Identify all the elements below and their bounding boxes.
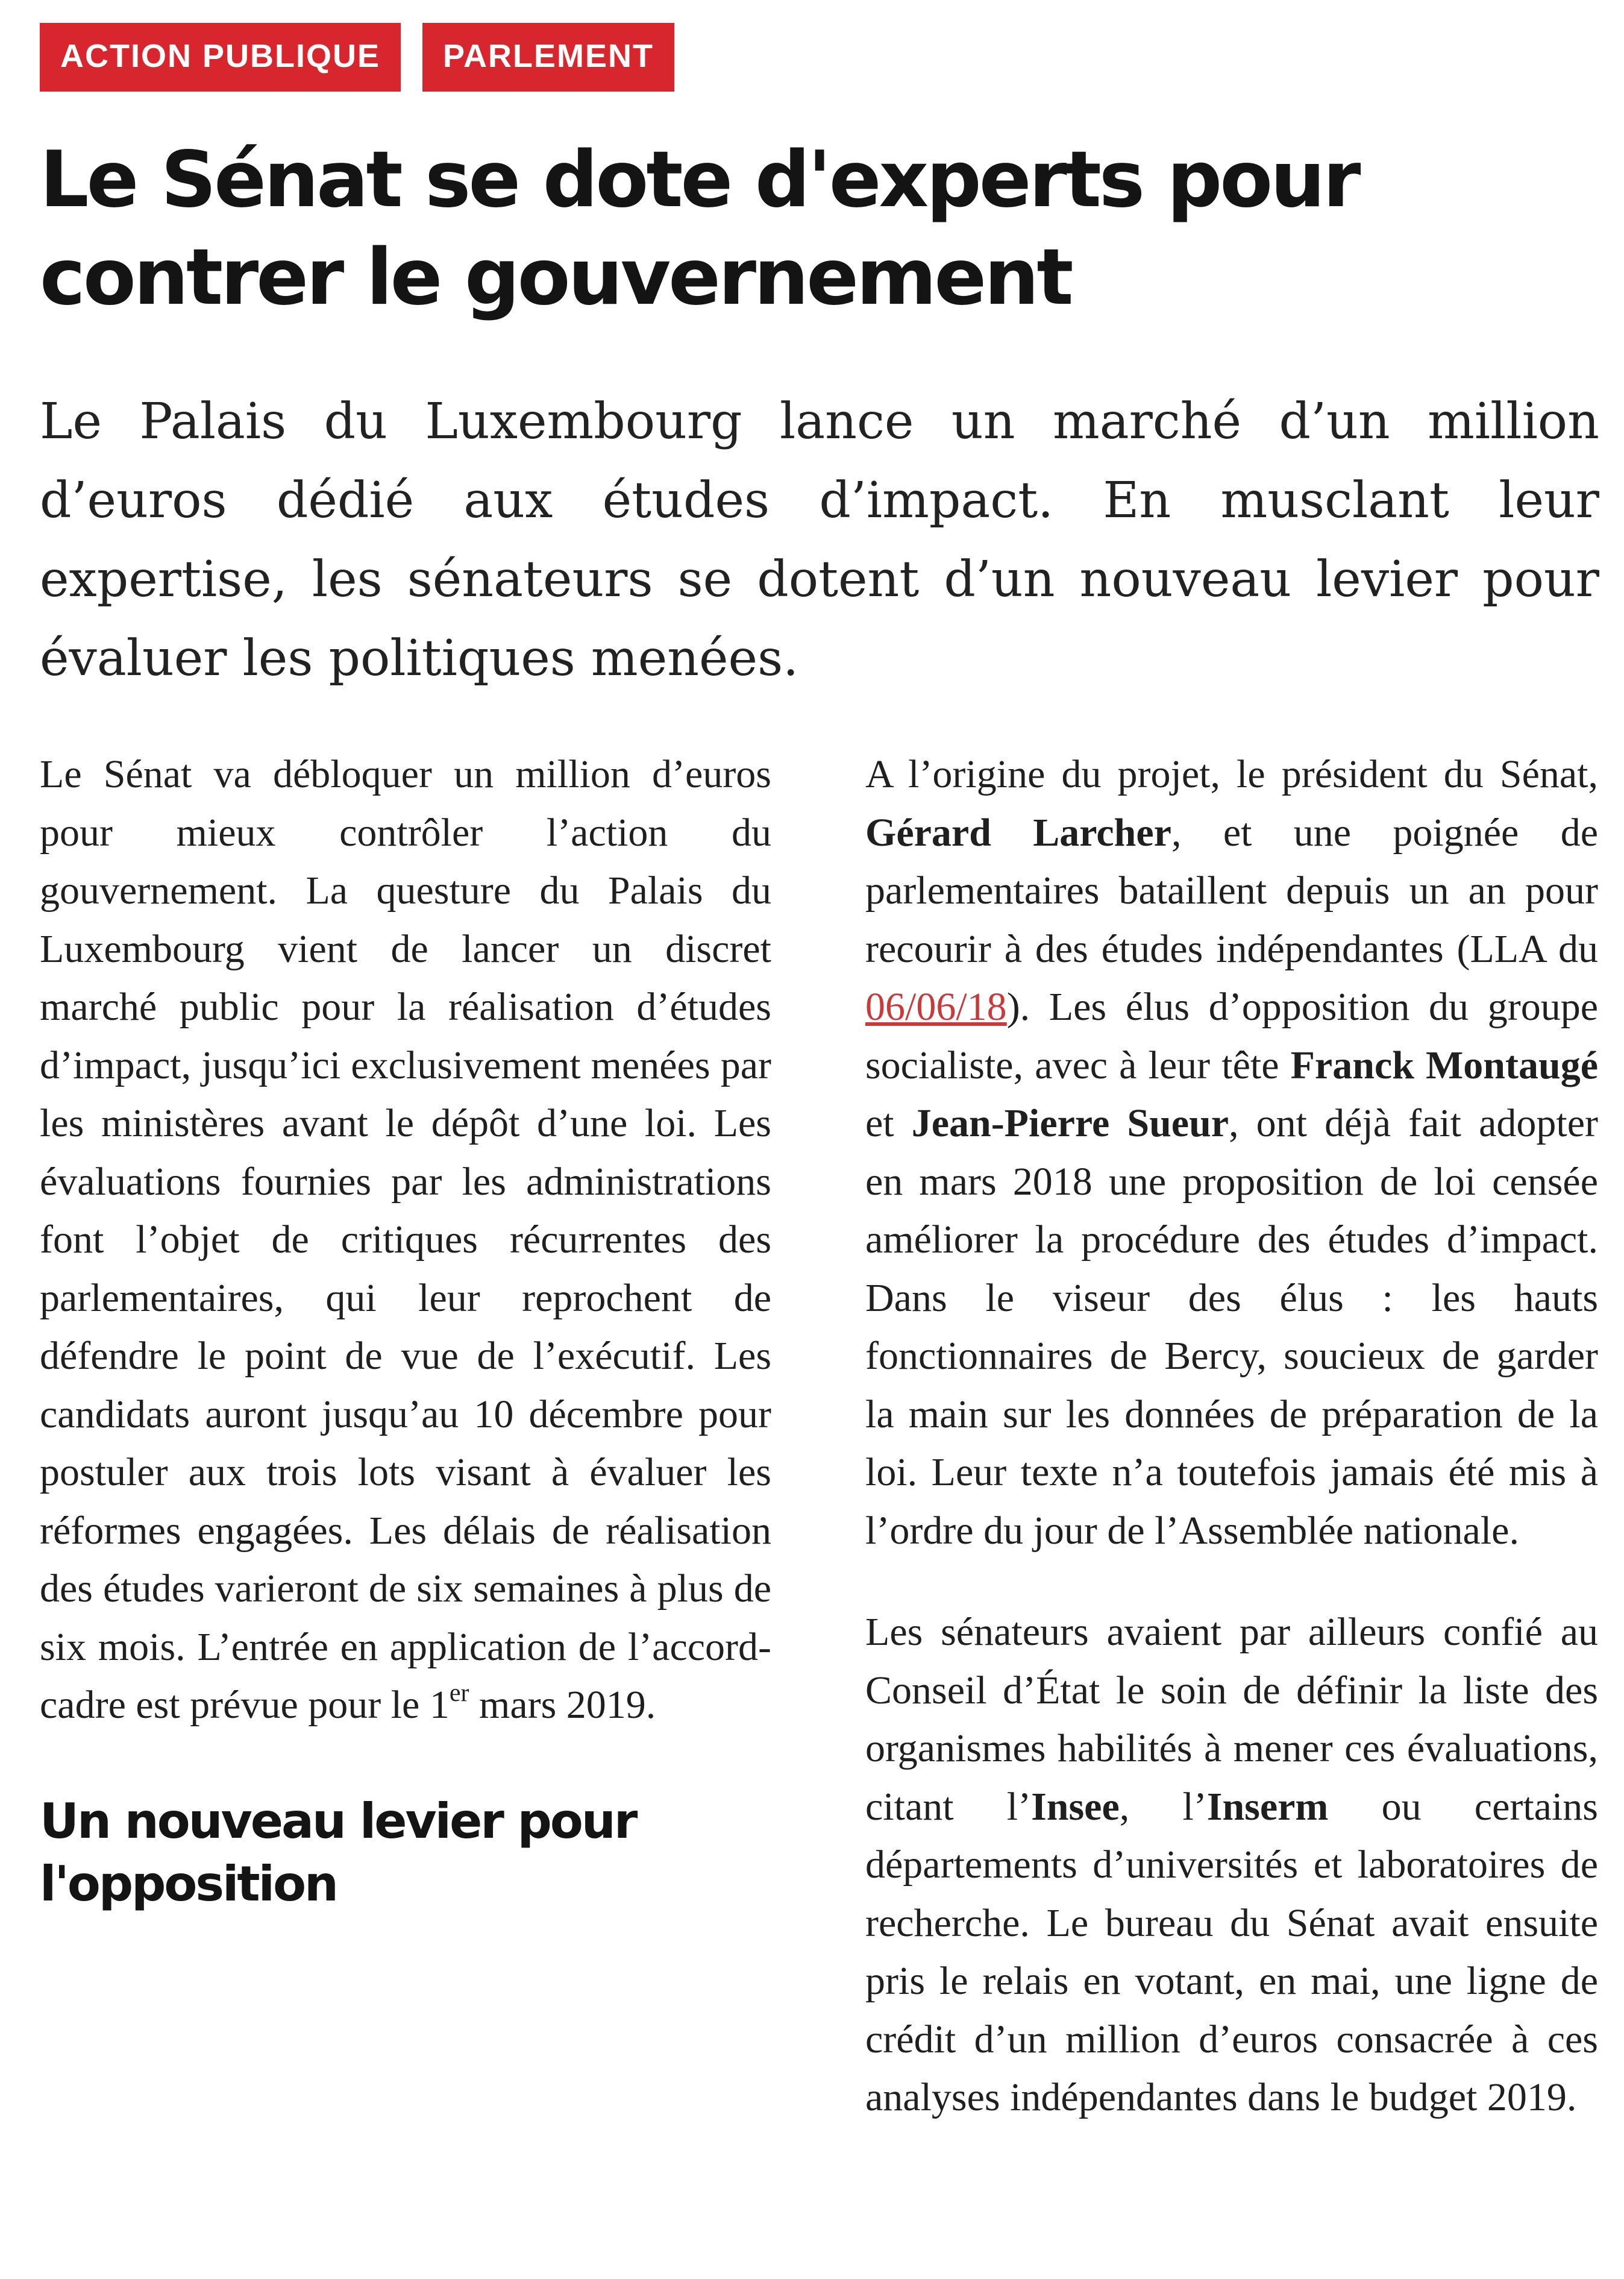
- category-tags: [40, 23, 674, 92]
- text-run: , et une poignée de parlementaires bataillent depuis un an pour recourir à des études indépendantes (LLA du: [865, 810, 1598, 971]
- text-run: , l’: [1119, 1784, 1207, 1829]
- text-run: et: [865, 1101, 912, 1145]
- left-paragraph: [40, 746, 771, 1735]
- article-lede: Le Palais du Luxembourg lance un marché d’un million d’euros dédié aux études d’impact. En musclant leur expertise, les sénateurs se dotent d’un nouveau levier pour évaluer les politiques menées.: [40, 393, 1599, 687]
- article-headline: Le Sénat se dote d'experts pour contrer le gouvernement: [40, 135, 1359, 322]
- text-run: ou certains départements d’universités et laboratoires de recherche. Le bureau du Sénat avait ensuite pris le relais en votant, en mai, une ligne de crédit d’un million d’euros consacrée à ces analyses indépendantes dans le budget 2019.: [865, 1784, 1598, 2119]
- right-column: [865, 746, 1598, 2127]
- organization-name: Insee: [1031, 1784, 1120, 1829]
- tag-parlement[interactable]: PARLEMENT: [422, 23, 674, 92]
- text-run: Les sénateurs avaient par ailleurs confié au Conseil d’État le soin de définir la liste des organismes habilités à mener ces évaluations, citant l’: [865, 1610, 1598, 1829]
- date-link[interactable]: 06/06/18: [865, 985, 1007, 1029]
- text-run: , ont déjà fait adopter en mars 2018 une proposition de loi censée améliorer la procédure des études d’impact. Dans le viseur des élus : les hauts fonctionnaires de Bercy, soucieux de garder la main sur les données de préparation de la loi. Leur texte n’a toutefois jamais été mis à l’ordre du jour de l’Assemblée nationale.: [865, 1101, 1598, 1553]
- person-name: Franck Montaugé: [1290, 1043, 1598, 1087]
- ordinal-superscript: er: [449, 1679, 469, 1707]
- section-subheading: Un nouveau levier pour l'opposition: [40, 1793, 636, 1912]
- text-run: A l’origine du projet, le président du Sénat,: [865, 752, 1598, 796]
- right-paragraph-1: [865, 746, 1598, 1560]
- organization-name: Inserm: [1206, 1784, 1329, 1829]
- tag-action-publique[interactable]: ACTION PUBLIQUE: [40, 23, 401, 92]
- left-paragraph-end: mars 2019.: [469, 1683, 656, 1727]
- person-name: Jean-Pierre Sueur: [911, 1101, 1229, 1145]
- person-name: Gérard Larcher: [865, 810, 1171, 855]
- left-column: [40, 746, 771, 1916]
- text-run: ). Les élus d’opposition du groupe socialiste, avec à leur tête: [865, 985, 1598, 1087]
- right-paragraph-2: [865, 1603, 1598, 2127]
- left-paragraph-text: Le Sénat va débloquer un million d’euros pour mieux contrôler l’action du gouvernement. La questure du Palais du Luxembourg vient de lancer un discret marché public pour la réalisation d’études d’impact, jusqu’ici exclusivement menées par les ministères avant le dépôt d’une loi. Les évaluations fournies par les administrations font l’objet de critiques récurrentes des parlementaires, qui leur reprochent de défendre le point de vue de l’exécutif. Les candidats auront jusqu’au 10 décembre pour postuler aux trois lots visant à évaluer les réformes engagées. Les délais de réalisation des études varieront de six semaines à plus de six mois. L’entrée en application de l’accord-cadre est prévue pour le 1: [40, 752, 771, 1727]
